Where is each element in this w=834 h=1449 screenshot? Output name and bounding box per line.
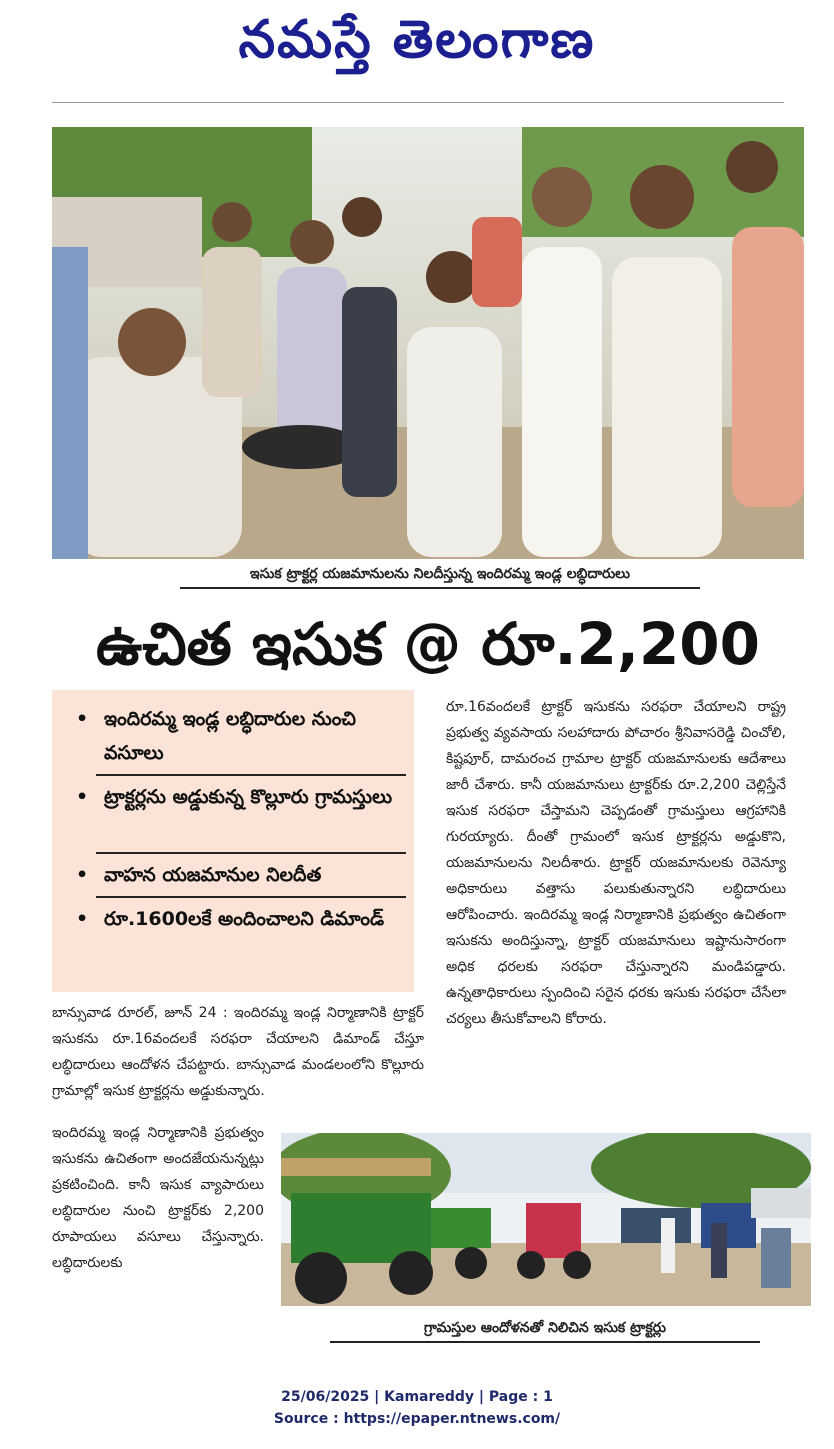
highlight-divider bbox=[96, 852, 406, 854]
masthead-divider bbox=[52, 102, 784, 103]
highlight-divider bbox=[96, 774, 406, 776]
highlight-text: వాహన యజమానుల నిలదీత bbox=[104, 864, 322, 886]
protest-photo bbox=[52, 127, 804, 559]
footer-edition-line: 25/06/2025 | Kamareddy | Page : 1 bbox=[281, 1389, 553, 1405]
highlight-divider bbox=[96, 896, 406, 898]
highlight-item bbox=[70, 858, 410, 892]
bullet-icon: • bbox=[76, 908, 89, 930]
highlight-item bbox=[70, 702, 410, 770]
article-column-right: రూ.16వందలకే ట్రాక్టర్ ఇసుకను సరఫరా చేయాలని రాష్ట్ర ప్రభుత్వ వ్యవసాయ సలహాదారు పోచారం శ్రీనివాసరెడ్డి చించోలి, కిష్టపూర్, దామరంచ గ్రామాల ట్రాక్టర్ యజమానులకు ఆదేశాలు జారీ చేశారు. కానీ యజమానులు ట్రాక్టర్‌కు రూ.2,200 చెల్లిస్తేనే ఇసుక సరఫరా చేస్తామని చెప్పడంతో గ్రామస్తులు ఆగ్రహానికి గురయ్యారు. దీంతో గ్రామంలో ఇసుక ట్రాక్టర్లను అడ్డుకొని, యజమానులను నిలదీశారు. ట్రాక్టర్ యజమానులకు రెవెన్యూ అధికారులు వత్తాసు పలుకుతున్నారని లబ్ధిదారులు ఆరోపించారు. ఇందిరమ్మ ఇండ్ల నిర్మాణానికి ప్రభుత్వం ఉచితంగా ఇసుకను అందిస్తున్నా, ట్రాక్టర్ యజమానులు ఇష్టానుసారంగా అధిక ధరలకు సరఫరా చేస్తున్నారని మండిపడ్డారు. ఉన్నతాధికారులు స్పందించి సరైన ధరకు ఇసుకు సరఫరా చేసేలా చర్యలు తీసుకోవాలని కోరారు. bbox=[446, 699, 786, 1027]
highlight-item bbox=[70, 902, 410, 936]
bottom-photo-caption: గ్రామస్తుల ఆందోళనతో నిలిచిన ఇసుక ట్రాక్టర్లు bbox=[330, 1320, 760, 1343]
footer-source-link[interactable]: Source : https://epaper.ntnews.com/ bbox=[273, 1411, 561, 1427]
tractors-photo-image bbox=[281, 1133, 811, 1306]
article-column-left-top: బాన్సువాడ రూరల్, జూన్ 24 : ఇందిరమ్మ ఇండ్ల నిర్మాణానికి ట్రాక్టర్ ఇసుకను రూ.16వందలకే సరఫరా చేయాలని డిమాండ్ చేస్తూ లబ్ధిదారులు ఆందోళన చేపట్టారు. బాన్సువాడ మండలంలోని కొల్లూరు గ్రామాల్లో ఇసుక ట్రాక్టర్లను అడ్డుకున్నారు. bbox=[52, 1005, 424, 1099]
footer bbox=[0, 1386, 834, 1430]
headline: ఉచిత ఇసుక @ రూ.2,200 bbox=[95, 610, 761, 678]
protest-photo-image bbox=[52, 127, 804, 559]
highlights-box bbox=[52, 690, 414, 992]
masthead-title: నమస్తే తెలంగాణ bbox=[238, 9, 596, 70]
bullet-icon: • bbox=[76, 708, 89, 730]
highlight-text: ఇందిరమ్మ ఇండ్ల లబ్ధిదారుల నుంచి వసూలు bbox=[104, 708, 356, 764]
article-column-left-bottom: ఇందిరమ్మ ఇండ్ల నిర్మాణానికి ప్రభుత్వం ఇసుకను ఉచితంగా అందజేయనున్నట్లు ప్రకటించింది. కానీ ఇసుక వ్యాపారులు లబ్ధిదారుల నుంచి ట్రాక్టర్‌కు 2,200 రూపాయలు వసూలు చేస్తున్నారు. లబ్ధిదారులకు bbox=[52, 1125, 264, 1271]
bullet-icon: • bbox=[76, 786, 89, 808]
highlight-text: ట్రాక్టర్లను అడ్డుకున్న కొల్లూరు గ్రామస్తులు bbox=[104, 786, 393, 808]
top-photo-caption: ఇసుక ట్రాక్టర్ల యజమానులను నిలదీస్తున్న ఇందిరమ్మ ఇండ్ల లబ్ధిదారులు bbox=[180, 566, 700, 589]
tractors-photo bbox=[281, 1133, 811, 1306]
bullet-icon: • bbox=[76, 864, 89, 886]
highlight-text: రూ.1600లకే అందించాలని డిమాండ్ bbox=[104, 908, 385, 930]
highlight-item bbox=[70, 780, 410, 814]
